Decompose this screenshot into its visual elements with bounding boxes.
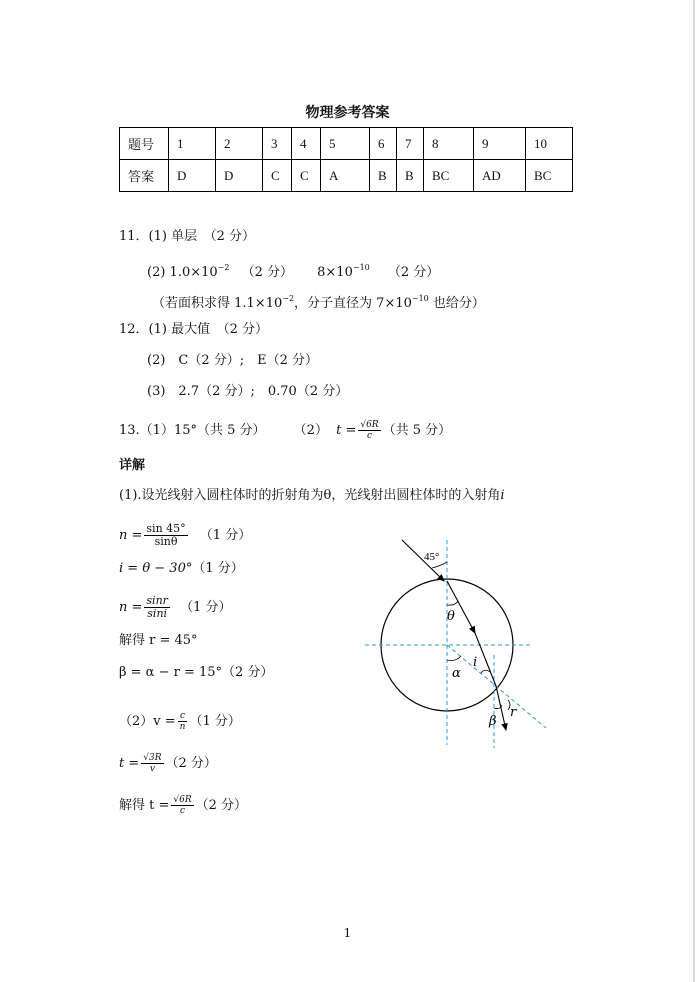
q12-line2: (2) C（2 分）; E（2 分） bbox=[147, 353, 319, 368]
detail-heading: 详解 bbox=[119, 458, 146, 473]
angle-arc-alpha bbox=[447, 656, 461, 661]
eq6-den: n bbox=[179, 722, 186, 732]
table-cell: 1 bbox=[169, 128, 216, 160]
table-cell: D bbox=[216, 160, 263, 192]
q13-t-eq: t = bbox=[336, 423, 357, 438]
eq1-score: （1 分） bbox=[199, 528, 252, 543]
detail-intro-text: (1).设光线射入圆柱体时的折射角为θ，光线射出圆柱体时的入射角 bbox=[119, 488, 501, 503]
label-theta: θ bbox=[447, 609, 455, 624]
refracted-ray-inner-2 bbox=[475, 633, 496, 686]
angle-arc-theta bbox=[447, 601, 458, 605]
eq1-den: sinθ bbox=[154, 535, 178, 548]
table-cell: 2 bbox=[216, 128, 263, 160]
q13-frac-num: √6R bbox=[360, 420, 379, 430]
q11-line2-value2: 8×10 bbox=[317, 265, 353, 280]
q11-line3-part3: 也给分） bbox=[428, 296, 485, 311]
eq3-den: sini bbox=[147, 607, 168, 620]
eq3-score: （1 分） bbox=[180, 600, 232, 615]
table-cell: BC bbox=[526, 160, 573, 192]
table-cell: AD bbox=[474, 160, 526, 192]
q11-line3-exp2: −10 bbox=[411, 294, 429, 303]
label-i: i bbox=[473, 655, 478, 670]
table-cell: 4 bbox=[292, 128, 321, 160]
eq3-num: sinr bbox=[146, 594, 168, 607]
eq7-score: （2 分） bbox=[165, 756, 217, 771]
table-cell: C bbox=[292, 160, 321, 192]
eq8-score: （2 分） bbox=[195, 798, 248, 813]
table-cell: 5 bbox=[321, 128, 370, 160]
table-cell: B bbox=[397, 160, 424, 192]
eq6-pre: （2）v = bbox=[119, 714, 176, 729]
q11-line2-value1: (2) 1.0×10 bbox=[147, 265, 218, 280]
label-r: r bbox=[510, 705, 517, 720]
eq8-den: c bbox=[179, 806, 186, 816]
detail-intro-i: i bbox=[500, 488, 505, 503]
eq7-num: √3R bbox=[143, 753, 162, 763]
label-beta: β bbox=[489, 714, 497, 729]
q13-part2: （2） bbox=[293, 423, 328, 438]
q11-line2-exp1: −2 bbox=[217, 263, 230, 272]
eq1-num: sin 45° bbox=[146, 522, 186, 535]
q12-line3: (3) 2.7（2 分）; 0.70（2 分） bbox=[147, 384, 349, 399]
q11-line3-part1: （若面积求得 1.1×10 bbox=[152, 296, 283, 311]
table-cell: 题号 bbox=[120, 128, 169, 160]
q11-line1: 11．(1) 单层 （2 分） bbox=[119, 229, 255, 244]
eq8-pre: 解得 t = bbox=[119, 798, 170, 813]
table-cell: 6 bbox=[370, 128, 397, 160]
q12-line1: 12．(1) 最大值 （2 分） bbox=[119, 322, 268, 337]
eq8-num: √6R bbox=[173, 795, 192, 805]
table-cell: A bbox=[321, 160, 370, 192]
page-number: 1 bbox=[343, 926, 352, 940]
table-cell: 3 bbox=[263, 128, 292, 160]
eq5: β = α − r = 15°（2 分） bbox=[119, 665, 274, 680]
table-cell: B bbox=[370, 160, 397, 192]
q11-line2-score1: （2 分） bbox=[241, 265, 293, 280]
table-cell: 10 bbox=[526, 128, 573, 160]
table-cell: C bbox=[263, 160, 292, 192]
exit-ray bbox=[496, 686, 506, 730]
eq2-score: （1 分） bbox=[192, 561, 244, 576]
label-45: 45° bbox=[424, 551, 440, 563]
page-title: 物理参考答案 bbox=[305, 105, 390, 121]
eq7-den: v bbox=[149, 764, 155, 774]
eq3-lhs: n = bbox=[119, 600, 143, 615]
table-cell: BC bbox=[424, 160, 474, 192]
q11-line3-exp1: −2 bbox=[282, 294, 295, 303]
eq6-score: （1 分） bbox=[189, 714, 241, 729]
eq2-expr: i = θ − 30° bbox=[119, 561, 193, 576]
table-cell: D bbox=[169, 160, 216, 192]
eq1-lhs: n = bbox=[119, 528, 143, 543]
q13-frac-den: c bbox=[366, 431, 372, 441]
q11-line2-exp2: −10 bbox=[352, 263, 370, 272]
refracted-ray-inner bbox=[447, 581, 475, 633]
table-cell: 答案 bbox=[120, 160, 169, 192]
eq6-num: c bbox=[178, 711, 188, 722]
table-cell: 8 bbox=[424, 128, 474, 160]
q13-part3: （共 5 分） bbox=[382, 423, 452, 438]
table-cell: 9 bbox=[474, 128, 526, 160]
label-alpha: α bbox=[452, 666, 461, 681]
q13-part1: 13.（1）15°（共 5 分） bbox=[119, 423, 266, 438]
q11-line2-score2: （2 分） bbox=[387, 265, 440, 280]
table-cell: 7 bbox=[397, 128, 424, 160]
eq4: 解得 r = 45° bbox=[119, 633, 198, 648]
angle-arc-i bbox=[481, 670, 490, 673]
q11-line3-part2: ，分子直径为 7×10 bbox=[294, 296, 412, 311]
eq7-lhs: t = bbox=[119, 756, 140, 771]
